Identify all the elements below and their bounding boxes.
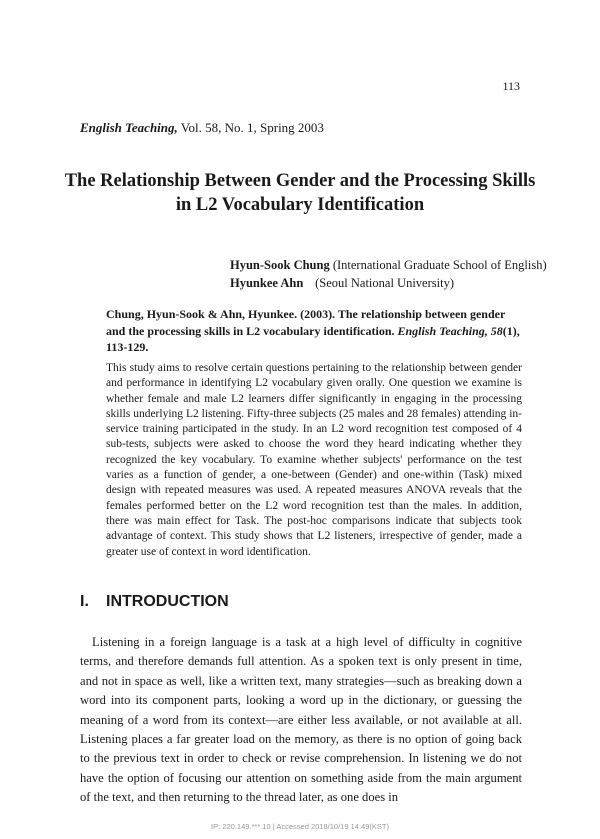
author-row [230,256,547,274]
journal-reference [80,120,520,136]
author-list [230,256,547,292]
citation [106,306,522,356]
abstract: This study aims to resolve certain questions pertaining to the relationship between gender and performance in identifying L2 vocabulary given orally. One question we examine is whether female and male L2 learners differ significantly in engaging in the processing skills underlying L2 listening. Fifty-three subjects (25 males and 28 females) attending in-service training participated in the study. In an L2 word recognition test composed of 4 sub-tests, subjects were asked to choose the word they heard indicating whether they recognized the key vocabulary. To examine whether subjects' performance on the test varies as a function of gender, a one-between (Gender) and one-within (Task) mixed design with repeated measures was used. A repeated measures ANOVA reveals that the females performed better on the L2 word recognition test than the males. In addition, there was main effect for Task. The post-hoc comparisons indicate that subjects took advantage of context. This study shows that L2 listeners, irrespective of gender, made a greater use of context in word identification. [106,362,522,558]
citation-text: Chung, Hyun-Sook & Ahn, Hyunkee. (2003). The relationship between gender and the processing skills in L2 vocabulary identification. [106,307,506,338]
section-title: INTRODUCTION [106,593,229,610]
paper-title [60,169,540,217]
author-name: Hyunkee Ahn [230,276,304,290]
page-number: 113 [502,79,520,93]
citation-issue: (1), 113-129. [106,323,520,354]
access-footer: IP: 220.149.***.10 | Accessed 2018/10/19 14:49(KST) [211,822,389,831]
body-paragraph: Listening in a foreign language is a task at a high level of difficulty in cognitive terms, and therefore demands full attention. As a spoken text is only present in time, and not in space as well, like a written text, many strategies—such as breaking down a word into its component parts, looking a word up in the dictionary, or guessing the meaning of a word from its context—are either less available, or not available at all. Listening places a far greater load on the memory, as there is no option of going back to the previous text in order to check or revise comprehension. In listening we do not have the option of focusing our attention on something aside from the main argument of the text, and then returning to the thread later, as one does in [80,635,522,805]
journal-name: English Teaching, [80,120,178,135]
author-affiliation: (International Graduate School of English) [332,258,547,272]
paper-title-line-1: The Relationship Between Gender and the Processing Skills [64,171,536,191]
section-number: I. [80,593,89,610]
author-name: Hyun-Sook Chung [230,258,330,272]
journal-details: Vol. 58, No. 1, Spring 2003 [177,120,324,135]
section-heading [80,593,520,611]
author-row [230,274,530,292]
paper-title-line-2: in L2 Vocabulary Identification [175,195,425,215]
author-affiliation: (Seoul National University) [315,276,454,290]
citation-journal: English Teaching, 58 [397,323,503,338]
